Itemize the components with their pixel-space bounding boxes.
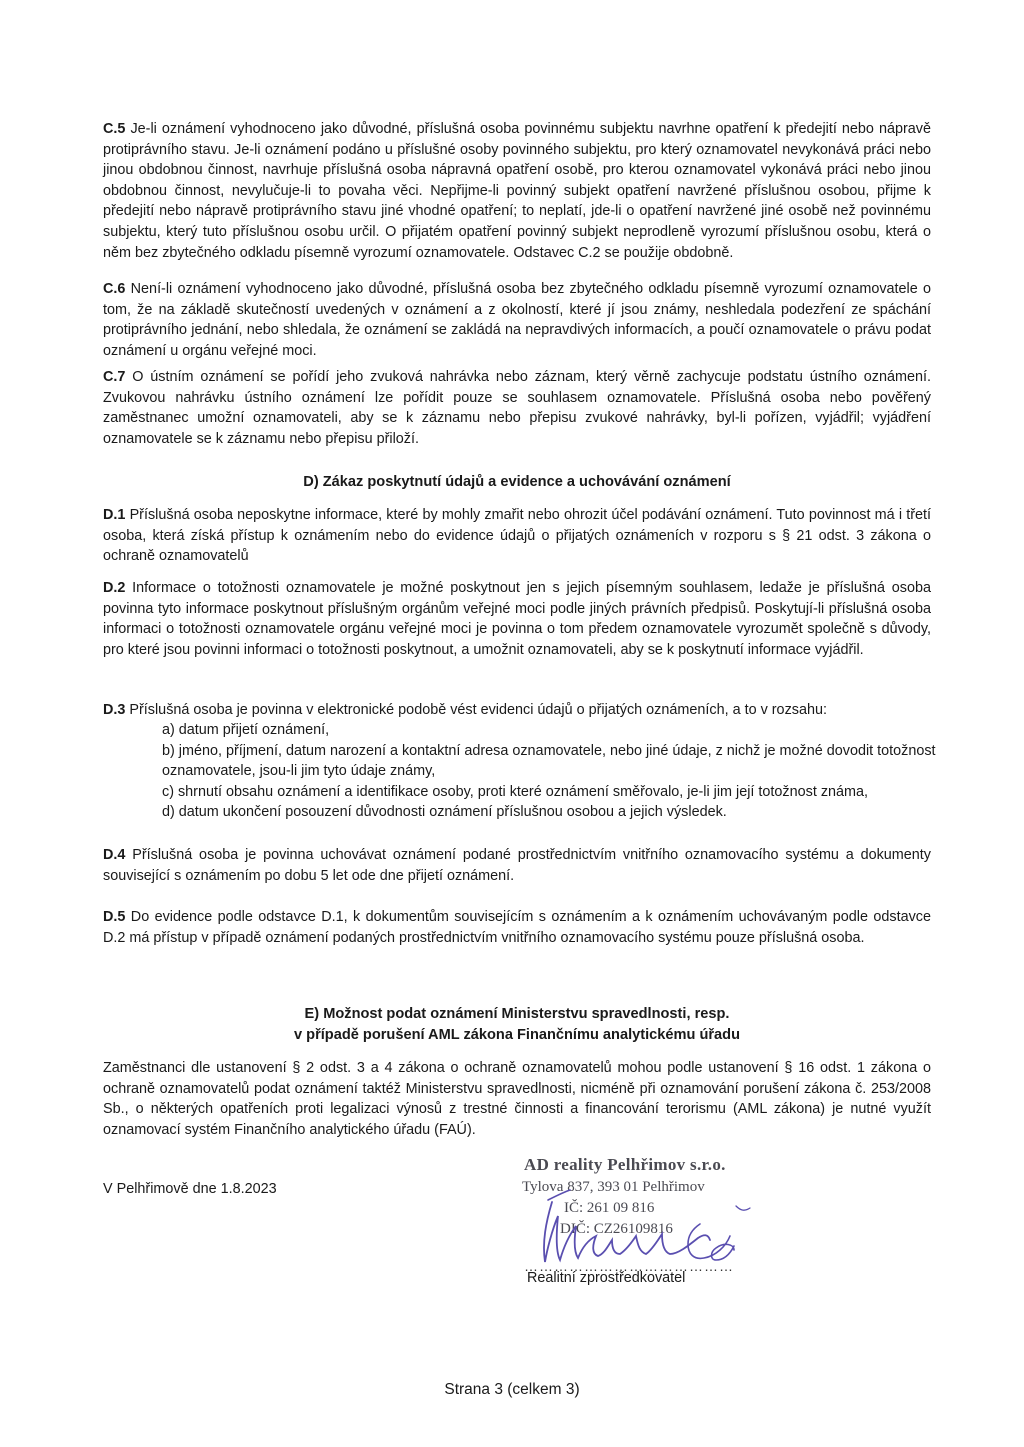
section-id: D.2 [103,580,126,596]
section-id: D.5 [103,909,126,925]
paragraph-d3 [103,700,931,721]
section-id: C.7 [103,369,126,385]
stamp-dic: DIČ: CZ26109816 [560,1221,673,1237]
paragraph-c6 [103,279,931,361]
section-id: D.3 [103,702,126,718]
paragraph-text: Není-li oznámení vyhodnoceno jako důvodné, příslušná osoba bez zbytečného odkladu písemně vyrozumí oznamovatele o tom, že na základě skutečností uvedených v oznámení a z okolností, které jí jsou známy, neshledala podezření ze spáchání protiprávního jednání, nebo shledala, že oznámení se zakládá na nepravdivých informacích, a poučí oznamovatele o právu podat oznámení u orgánu veřejné moci. [103,281,931,359]
paragraph-text: Příslušná osoba je povinna v elektronické podobě vést evidenci údajů o přijatých oznámeních, a to v rozsahu: [125,702,827,718]
section-id: C.5 [103,121,126,137]
paragraph-d1 [103,505,931,567]
stamp-address: Tylova 837, 393 01 Pelhřimov [522,1179,705,1195]
heading-line: E) Možnost podat oznámení Ministerstvu spravedlnosti, resp. [304,1006,730,1022]
signatory-role: Realitní zprostředkovatel [527,1270,686,1286]
list-item: b) jméno, příjmení, datum narození a kontaktní adresa oznamovatele, nebo jiné údaje, z nichž je možné dovodit totožnost oznamovatele, jsou-li jim tyto údaje známy, [162,742,936,780]
d3-item-list [162,720,937,823]
list-item: a) datum přijetí oznámení, [162,722,330,738]
paragraph-d5 [103,907,931,948]
paragraph-e: Zaměstnanci dle ustanovení § 2 odst. 3 a 4 zákona o ochraně oznamovatelů mohou podle ustanovení § 16 odst. 1 zákona o ochraně oznamovatelů podat oznámení taktéž Ministerstvu spravedlnosti, nicméně při oznamování porušení zákona č. 253/2008 Sb., o některých opatřeních proti legalizaci výnosů z trestné činnosti a financování terorismu (AML zákona) je nutné využít oznamovací systém Finančního analytického úřadu (FAÚ). [103,1060,931,1138]
signature-line: …………………………………… [524,1258,734,1274]
section-id: D.4 [103,847,126,863]
place-and-date: V Pelhřimově dne 1.8.2023 [103,1181,277,1197]
paragraph-d2 [103,578,931,660]
heading-line: v případě porušení AML zákona Finančnímu analytickému úřadu [293,1026,740,1043]
stamp-ico: IČ: 261 09 816 [564,1200,655,1216]
paragraph-c7 [103,367,931,449]
list-item: c) shrnutí obsahu oznámení a identifikace osoby, proti které oznámení směřovalo, je-li jim její totožnost známa, [162,783,869,800]
list-item: d) datum ukončení posouzení důvodnosti oznámení příslušnou osobou a jejich výsledek. [162,804,727,821]
paragraph-text: Informace o totožnosti oznamovatele je možné poskytnout jen s jejich písemným souhlasem, ledaže je příslušná osoba povinna tyto informace poskytnout příslušným orgánům veřejné moci podle jiných právních předpisů. Poskytují-li příslušná osoba informaci o totožnosti oznamovatele orgánu veřejné moci je povinna o tom předem oznamovatele vyrozumět společně s důvody, pro které jsou povinni informaci o totožnosti poskytnout, a umožnit oznamovateli, aby se k poskytnutí informace vyjádřil. [103,580,931,658]
paragraph-c5 [103,119,931,263]
paragraph-text: Příslušná osoba neposkytne informace, které by mohly zmařit nebo ohrozit účel podávání oznámení. Tuto povinnost má i třetí osoba, která získá přístup k oznámením nebo do evidence údajů o přijatých oznámeních v rozporu s § 21 odst. 3 zákona o ochraně oznamovatelů [103,507,931,565]
page-number: Strana 3 (celkem 3) [444,1381,580,1398]
paragraph-d4 [103,845,931,886]
paragraph-text: Do evidence podle odstavce D.1, k dokumentům souvisejícím s oznámením a k oznámením uchovávaným podle odstavce D.2 má přístup v případě oznámení podaných prostřednictvím vnitřního oznamovacího systému pouze příslušná osoba. [103,909,931,946]
section-heading-e [103,1004,931,1045]
section-heading-d: D) Zákaz poskytnutí údajů a evidence a uchovávání oznámení [303,474,731,490]
section-id: D.1 [103,507,126,523]
paragraph-text: Je-li oznámení vyhodnoceno jako důvodné, příslušná osoba povinnému subjektu navrhne opatření k předejití nebo nápravě protiprávního stavu. Je-li oznámení podáno u příslušné osoby povinného subjektu, pro který oznamovatel nevykonává práci nebo jinou obdobnou činnost, navrhuje příslušná osoba nápravná opatření osobě, pro kterou oznamovatel vykonává práci nebo jinou obdobnou činnost, nevylučuje-li to povaha věci. Nepřijme-li povinný subjekt opatření navržené příslušnou osobou, přijme k předejití nebo nápravě protiprávního stavu jiné vhodné opatření; to neplatí, jde-li o opatření navržené jiné osobě než povinnému subjektu, který tuto příslušnou osobu určil. O přijatém opatření povinný subjekt neprodleně vyrozumí příslušnou osobu, která o něm bez zbytečného odkladu písemně vyrozumí oznamovatele. Odstavec C.2 se použije obdobně. [103,121,931,261]
paragraph-text: O ústním oznámení se pořídí jeho zvuková nahrávka nebo záznam, který věrně zachycuje podstatu ústního oznámení. Zvukovou nahrávku ústního oznámení lze pořídit pouze se souhlasem oznamovatele. Příslušná osoba nebo pověřený zaměstnanec umožní oznamovateli, aby se k záznamu nebo přepisu zvukové nahrávky, byl-li pořízen, vyjádřil; vyjádření oznamovatele se k záznamu nebo přepisu přiloží. [103,369,931,447]
paragraph-text: Příslušná osoba je povinna uchovávat oznámení podané prostřednictvím vnitřního oznamovacího systému a dokumenty související s oznámením po dobu 5 let ode dne přijetí oznámení. [103,847,931,884]
stamp-company-name: AD reality Pelhřimov s.r.o. [524,1155,726,1174]
section-id: C.6 [103,281,126,297]
